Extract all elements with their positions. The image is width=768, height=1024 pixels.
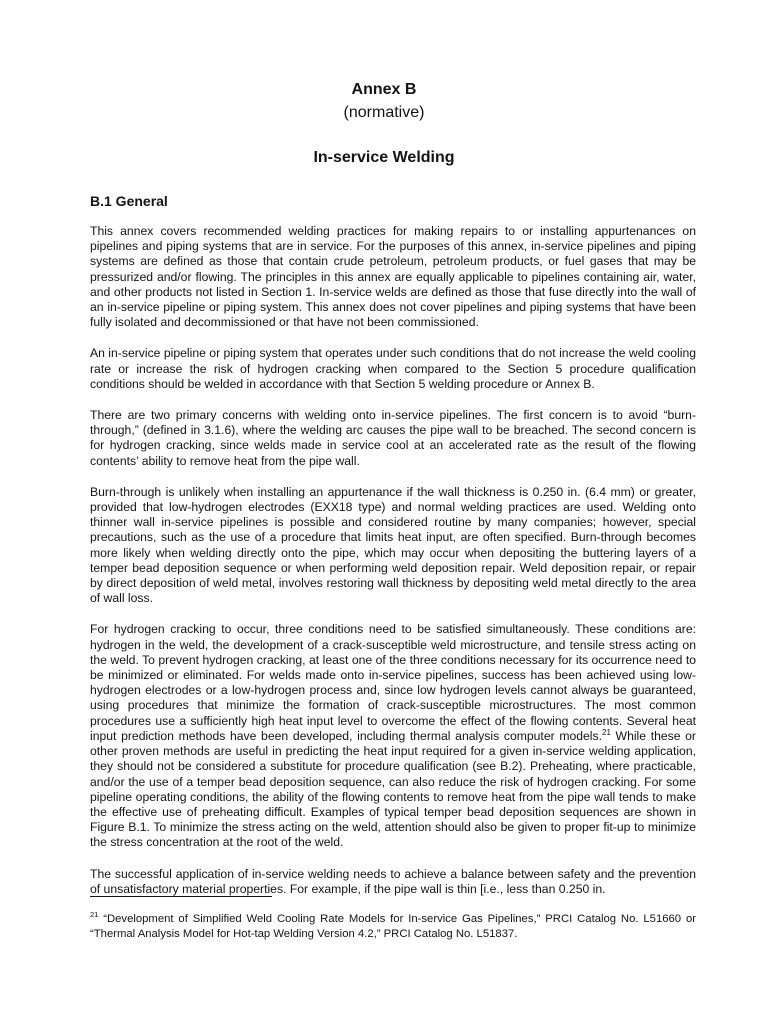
annex-title: Annex B — [351, 81, 417, 98]
paragraph-balance: The successful application of in-service welding needs to achieve a balance between safety and the prevention of unsatisfactory material properties. For example, if the pipe wall is thin [i.e., less than 0.250 in. — [90, 866, 696, 896]
paragraph-scope: This annex covers recommended welding practices for making repairs to or installing appurtenances on pipelines and piping systems that are in service. For the purposes of this annex, in-service pipelines and piping systems are defined as those that contain crude petroleum, petroleum products, or fuel gases that may be pressurized and/or flowing. The principles in this annex are equally applicable to pipelines containing air, water, and other products not listed in Section 1. In-service welds are defined as those that fuse directly into the wall of an in-service pipeline or piping system. This annex does not cover pipelines and piping systems that have been fully isolated and decommissioned or that have not been commissioned. — [90, 224, 696, 330]
footnote-reference[interactable]: 21 — [602, 727, 611, 737]
footnote — [90, 912, 696, 942]
paragraph-text: While these or other proven methods are useful in predicting the heat input required for a given in-service welding application, they should not be considered a substitute for procedure qualification (see B.2). Preheating, where practicable, and/or the use of a temper bead deposition sequence, can also reduce the risk of hydrogen cracking. For some pipeline operating conditions, the ability of the flowing contents to remove heat from the pipe wall tends to make the effective use of preheating difficult. Examples of typical temper bead deposition sequences are shown in Figure B.1. To minimize the stress acting on the weld, attention should also be given to proper fit-up to minimize the stress concentration at the root of the weld. — [90, 728, 696, 850]
section-body — [90, 224, 696, 913]
footnote-divider — [90, 896, 272, 897]
paragraph-concerns: There are two primary concerns with welding onto in-service pipelines. The first concern is to avoid “burn-through,” (defined in 3.1.6), where the welding arc causes the pipe wall to be breached. The second concern is for hydrogen cracking, since welds made in service cool at an accelerated rate as the result of the flowing contents’ ability to remove heat from the pipe wall. — [90, 408, 696, 468]
section-heading: B.1 General — [90, 193, 168, 209]
annex-type: (normative) — [343, 104, 425, 121]
footnote-text: “Development of Simplified Weld Cooling Rate Models for In-service Gas Pipelines,” PRCI Catalog No. L51660 or “Thermal Analysis Model for Hot-tap Welding Version 4.2,” PRCI Catalog No. L51837. — [90, 913, 696, 940]
paragraph-procedure: An in-service pipeline or piping system that operates under such conditions that do not increase the weld cooling rate or increase the risk of hydrogen cracking when compared to the Section 5 procedure qualification conditions should be welded in accordance with that Section 5 welding procedure or Annex B. — [90, 346, 696, 391]
footnote-number: 21 — [90, 910, 99, 920]
paragraph-text: For hydrogen cracking to occur, three conditions need to be satisfied simultaneously. These conditions are: hydrogen in the weld, the development of a crack-susceptible weld microstructure, and tensile stress acting on the weld. To prevent hydrogen cracking, at least one of the three conditions necessary for its occurrence need to be minimized or eliminated. For welds made onto in-service pipelines, success has been achieved using low-hydrogen electrodes or a low-hydrogen process and, since low hydrogen levels cannot always be guaranteed, using procedures that minimize the formation of crack-susceptible microstructures. The most common procedures use a sufficiently high heat input level to overcome the effect of the flowing contents. Several heat input prediction methods have been developed, including thermal analysis computer models. — [90, 622, 696, 743]
paragraph-hydrogen-cracking — [90, 622, 696, 850]
page-title: In-service Welding — [313, 149, 455, 166]
paragraph-burn-through: Burn-through is unlikely when installing an appurtenance if the wall thickness is 0.250 in. (6.4 mm) or greater, provided that low-hydrogen electrodes (EXX18 type) and normal welding practices are used. Welding onto thinner wall in-service pipelines is possible and considered routine by many companies; however, special precautions, such as the use of a procedure that limits heat input, are often specified. Burn-through becomes more likely when welding directly onto the pipe, which may occur when depositing the buttering layers of a temper bead deposition sequence or when performing weld deposition repair. Weld deposition repair, or repair by direct deposition of weld metal, involves restoring wall thickness by depositing weld metal directly to the area of wall loss. — [90, 484, 696, 606]
